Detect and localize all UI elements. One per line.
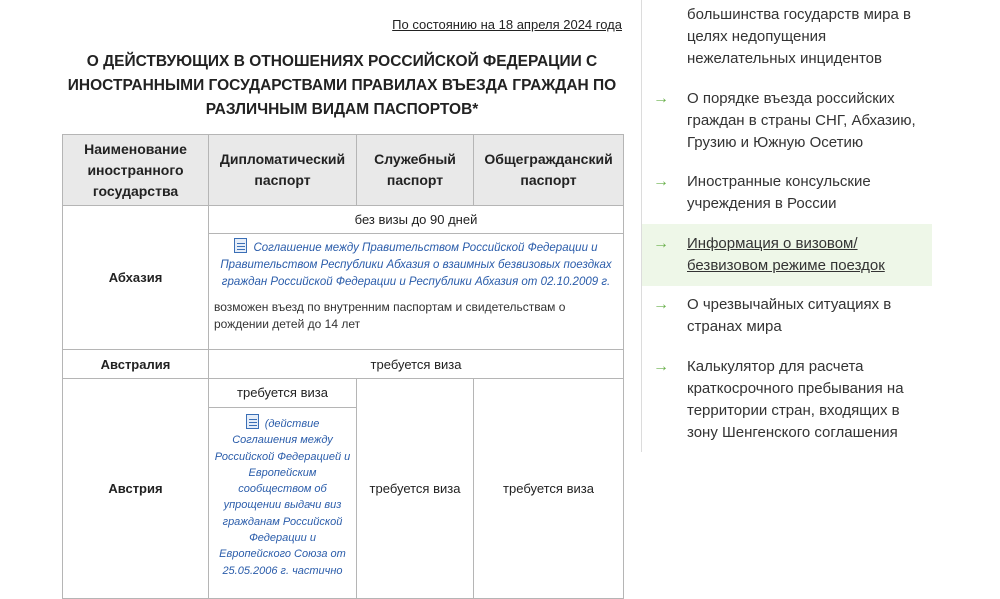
sidebar-item-incidents[interactable]	[642, 4, 932, 70]
document-icon	[246, 414, 259, 429]
arrow-right-icon: →	[653, 235, 669, 252]
document-icon	[234, 238, 247, 253]
table-header-row	[63, 135, 624, 206]
sidebar-item-label: Калькулятор для расчета краткосрочного пребывания на территории стран, входящих в зону Шенгенского соглашения	[687, 358, 904, 441]
agreement-link-austria[interactable]	[209, 408, 356, 579]
visa-rules-table	[62, 134, 624, 599]
sidebar-item-label: О порядке въезда российских граждан в страны СНГ, Абхазию, Грузию и Южную Осетию	[687, 90, 916, 151]
austria-diplomatic-cell	[209, 379, 357, 599]
table-row	[63, 206, 624, 234]
austria-service: требуется виза	[357, 379, 474, 599]
sidebar-item-emergencies[interactable]	[642, 294, 932, 338]
sidebar-item-label: Иностранные консульские учреждения в России	[687, 173, 871, 212]
agreement-text: Соглашение между Правительством Российской Федерации и Правительством Республики Абхазия о взаимных безвизовых поездках граждан Российской Федерации и Республики Абхазия от 02.10.2009 г.	[220, 242, 612, 288]
sidebar-nav	[641, 0, 932, 452]
page-title: О ДЕЙСТВУЮЩИХ В ОТНОШЕНИЯХ РОССИЙСКОЙ ФЕДЕРАЦИИ С ИНОСТРАННЫМИ ГОСУДАРСТВАМИ ПРАВИЛАХ ВЪЕЗДА ГРАЖДАН ПО РАЗЛИЧНЫМ ВИДАМ ПАСПОРТОВ*	[67, 53, 617, 118]
sidebar-item-label: О чрезвычайных ситуациях в странах мира	[687, 296, 892, 335]
austria-civil: требуется виза	[474, 379, 624, 599]
arrow-right-icon: →	[653, 296, 669, 313]
sidebar-item-label: большинства государств мира в целях недопущения нежелательных инцидентов	[687, 6, 911, 67]
country-australia: Австралия	[63, 350, 209, 379]
abkhazia-details	[209, 234, 624, 350]
austria-diplomatic-rule: требуется виза	[209, 379, 356, 408]
sidebar-item-schengen-calculator[interactable]	[642, 356, 932, 444]
abkhazia-note: возможен въезд по внутренним паспортам и свидетельствам о рождении детей до 14 лет	[214, 300, 566, 331]
agreement-link-abkhazia[interactable]	[209, 234, 623, 291]
rule-abkhazia: без визы до 90 дней	[209, 206, 624, 234]
header-diplomatic: Дипломатический паспорт	[209, 135, 357, 206]
country-austria: Австрия	[63, 379, 209, 599]
header-country: Наименование иностранного государства	[63, 135, 209, 206]
sidebar-item-visa-regime[interactable]	[642, 224, 932, 286]
table-row	[63, 379, 624, 599]
country-abkhazia: Абхазия	[63, 206, 209, 350]
arrow-right-icon: →	[653, 90, 669, 107]
arrow-right-icon: →	[653, 358, 669, 375]
as-of-date-link[interactable]: По состоянию на 18 апреля 2024 года	[392, 17, 622, 32]
sidebar-item-cis-entry[interactable]	[642, 88, 932, 154]
header-civil: Общегражданский паспорт	[474, 135, 624, 206]
table-row	[63, 350, 624, 379]
agreement-text: (действие Соглашения между Российской Федерацией и Европейским сообществом об упрощении выдачи виз гражданам Российской Федерации и Европейского Союза от 25.05.2006 г. частично	[214, 418, 351, 577]
sidebar-item-label: Информация о визовом/ безвизовом режиме поездок	[687, 235, 885, 274]
header-service: Служебный паспорт	[357, 135, 474, 206]
sidebar-item-consulates[interactable]	[642, 171, 932, 215]
arrow-right-icon: →	[653, 173, 669, 190]
rule-australia: требуется виза	[209, 350, 624, 379]
